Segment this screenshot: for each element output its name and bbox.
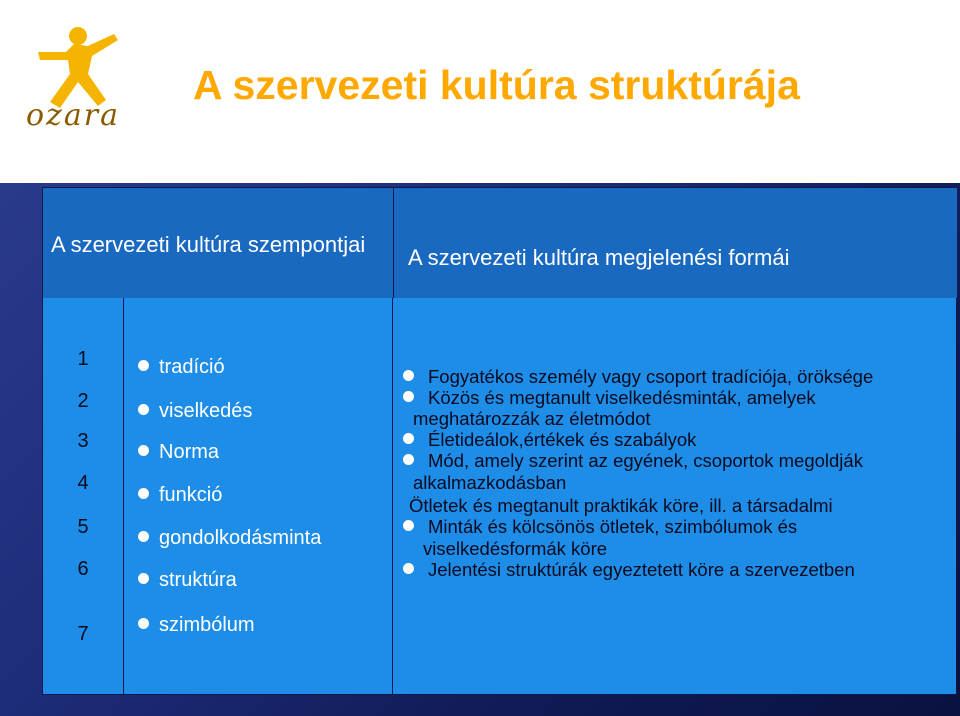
description-line: Mód, amely szerint az egyének, csoportok megoldják: [403, 450, 863, 471]
description-line: Életideálok,értékek és szabályok: [403, 429, 696, 450]
description-line: Minták és kölcsönös ötletek, szimbólumok és: [403, 516, 797, 537]
list-item: struktúra: [138, 569, 237, 592]
bullet-icon: [138, 360, 149, 371]
description-line: viselkedésformák köre: [423, 538, 608, 559]
bullet-icon: [403, 370, 414, 381]
table-body-row: [43, 298, 956, 694]
row-number: 6: [77, 558, 89, 580]
bullet-icon: [403, 520, 414, 531]
row-number: 1: [77, 348, 89, 370]
header-right: A szervezeti kultúra megjelenési formái: [408, 245, 790, 270]
list-item: tradíció: [138, 356, 225, 379]
description-line: alkalmazkodásban: [413, 472, 567, 493]
description-line: meghatározzák az életmódot: [413, 408, 651, 429]
description-line: Fogyatékos személy vagy csoport tradíciója, öröksége: [403, 366, 873, 387]
row-number: 2: [77, 390, 89, 412]
bullet-icon: [138, 488, 149, 499]
row-number: 4: [77, 472, 89, 494]
bullet-icon: [403, 563, 414, 574]
description-line: Jelentési struktúrák egyeztetett köre a szervezetben: [403, 559, 855, 580]
bullet-icon: [138, 618, 149, 629]
bullet-icon: [138, 531, 149, 542]
header-right-cell: [393, 188, 957, 298]
items-column: [124, 298, 393, 694]
list-item: Norma: [138, 441, 219, 464]
list-item: szimbólum: [138, 614, 255, 637]
table-header-row: [43, 188, 956, 298]
bullet-icon: [403, 433, 414, 444]
bullet-icon: [138, 573, 149, 584]
logo-text: ozara: [26, 98, 120, 133]
culture-table: [42, 187, 957, 695]
row-number: 5: [77, 516, 89, 538]
bullet-icon: [403, 391, 414, 402]
header-left: A szervezeti kultúra szempontjai: [51, 232, 366, 257]
number-column: [43, 298, 124, 694]
row-number: 7: [77, 623, 89, 645]
description-line: Közös és megtanult viselkedésminták, amelyek: [403, 387, 816, 408]
bullet-icon: [138, 404, 149, 415]
description-line: Ötletek és megtanult praktikák köre, ill. a társadalmi: [409, 495, 833, 516]
row-number: 3: [77, 430, 89, 452]
list-item: gondolkodásminta: [138, 527, 321, 550]
bullet-icon: [403, 454, 414, 465]
descriptions-column: [393, 298, 956, 694]
page-title: A szervezeti kultúra struktúrája: [193, 62, 800, 108]
list-item: funkció: [138, 484, 222, 507]
bullet-icon: [138, 445, 149, 456]
list-item: viselkedés: [138, 400, 252, 423]
